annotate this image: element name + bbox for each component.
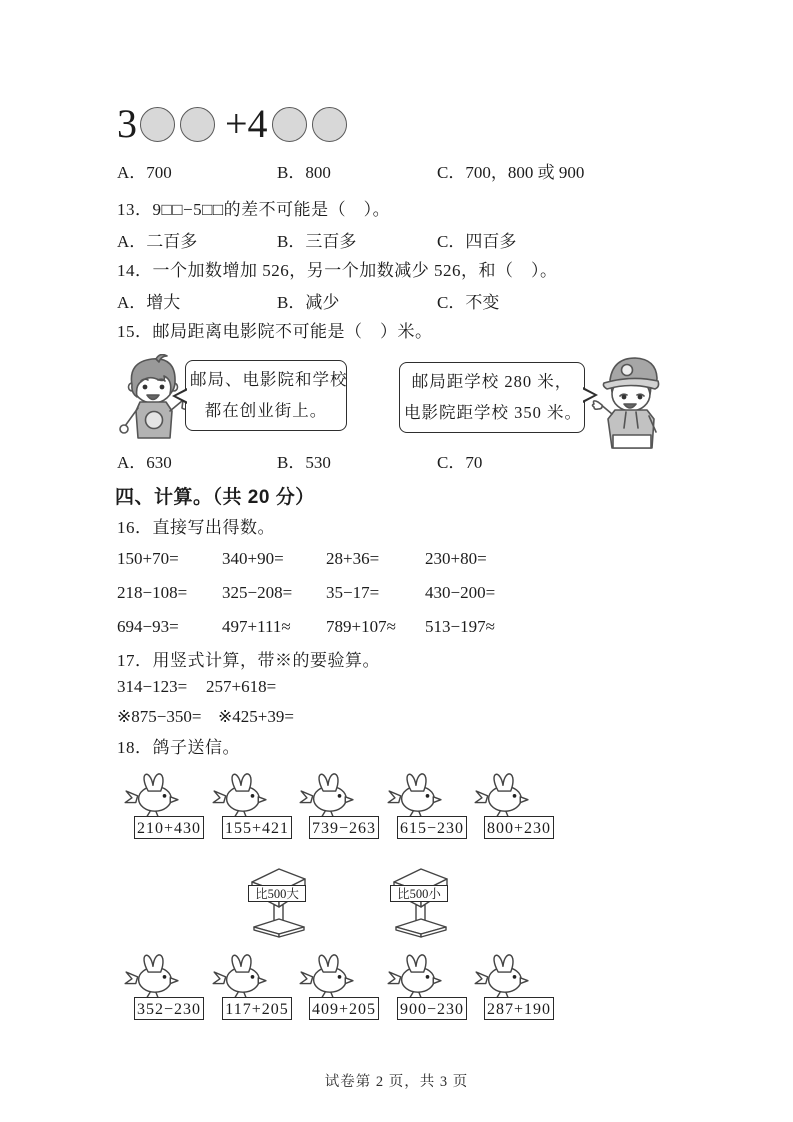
question-17-text: 17．用竖式计算，带※的要验算。: [117, 651, 380, 670]
speech-bubble-left: [185, 360, 347, 431]
option-c: C．不变: [437, 293, 500, 312]
math-card: 287+190: [484, 997, 554, 1020]
math-card: 739−263: [309, 816, 379, 839]
math-item: ※425+39=: [218, 707, 294, 726]
math-item: 218−108=: [117, 583, 188, 602]
page-footer: 试卷第 2 页，共 3 页: [324, 1074, 469, 1090]
pigeon-card-group: [134, 770, 204, 839]
option-b: B．减少: [277, 293, 340, 312]
question-18-text: 18．鸽子送信。: [117, 738, 240, 757]
blank-circle-icon: [140, 107, 175, 142]
math-card: 352−230: [134, 997, 204, 1020]
bird-icon: [297, 770, 359, 816]
speech-bubble-right: [399, 362, 585, 433]
math-card: 210+430: [134, 816, 204, 839]
option-c: C．700，800 或 900: [437, 163, 585, 182]
math-card: 800+230: [484, 816, 554, 839]
pigeon-card-group: [309, 951, 379, 1020]
blank-circle-icon: [180, 107, 215, 142]
math-item: 694−93=: [117, 617, 179, 636]
q16-row-3: [117, 617, 495, 637]
option-c: C．四百多: [437, 232, 517, 251]
question-14-text: 14．一个加数增加 526，另一个加数减少 526，和（ ）。: [117, 261, 558, 280]
q17-line-2: [117, 707, 294, 727]
option-b: B．三百多: [277, 232, 357, 251]
pigeon-card-group: [484, 951, 554, 1020]
option-a: A．700: [117, 163, 172, 182]
boy-cap-illustration: [590, 352, 672, 460]
pigeon-card-group: [484, 770, 554, 839]
question-16-text: 16．直接写出得数。: [117, 518, 275, 537]
q17-line-1: [117, 677, 276, 697]
blank-circle-icon: [272, 107, 307, 142]
math-card: 900−230: [397, 997, 467, 1020]
bubble-right-line2: 电影院距学校 350 米。: [404, 403, 582, 422]
bubble-left-line2: 都在创业街上。: [204, 401, 328, 420]
option-b: B．800: [277, 163, 331, 182]
option-c: C．70: [437, 453, 483, 472]
q16-row-1: [117, 549, 487, 569]
stand-label: 比500小: [390, 885, 448, 902]
pigeon-card-group: [134, 951, 204, 1020]
math-item: 340+90=: [222, 549, 284, 568]
math-item: 35−17=: [326, 583, 380, 602]
option-a: A．630: [117, 453, 172, 472]
bird-icon: [385, 770, 447, 816]
q12-circle-expression: [117, 100, 350, 148]
bubble-left-line1: 邮局、电影院和学校: [190, 370, 348, 389]
question-13-text: 13．9□□−5□□的差不可能是（ ）。: [117, 200, 391, 219]
math-card: 409+205: [309, 997, 379, 1020]
bird-icon: [210, 770, 272, 816]
bird-icon: [210, 951, 272, 997]
boy-illustration: [114, 354, 192, 458]
bird-icon: [297, 951, 359, 997]
math-item: 150+70=: [117, 549, 179, 568]
pigeon-card-group: [309, 770, 379, 839]
math-item: 230+80=: [425, 549, 487, 568]
question-15-text: 15．邮局距离电影院不可能是（ ）米。: [117, 322, 433, 341]
option-a: A．增大: [117, 293, 181, 312]
bubble-right-line1: 邮局距学校 280 米，: [411, 372, 573, 391]
math-item: 28+36=: [326, 549, 380, 568]
math-item: 513−197≈: [425, 617, 495, 636]
math-item: ※875−350=: [117, 707, 202, 726]
mail-stand: [388, 863, 452, 939]
q14-options: [117, 292, 499, 314]
math-item: 257+618=: [206, 677, 277, 696]
blank-circle-icon: [312, 107, 347, 142]
math-item: 325−208=: [222, 583, 293, 602]
section-4-heading: 四、计算。（共 20 分）: [115, 487, 315, 508]
math-item: 314−123=: [117, 677, 188, 696]
expression-number-right: +4: [225, 101, 268, 146]
q15-illustration: [112, 348, 692, 462]
q15-options: [117, 452, 482, 474]
math-item: 497+111≈: [222, 617, 291, 636]
bird-icon: [472, 951, 534, 997]
math-item: 430−200=: [425, 583, 496, 602]
pigeon-card-group: [222, 951, 292, 1020]
bird-icon: [122, 951, 184, 997]
pigeon-card-group: [397, 951, 467, 1020]
bird-icon: [122, 770, 184, 816]
bird-icon: [385, 951, 447, 997]
mail-stand: [246, 863, 310, 939]
option-a: A．二百多: [117, 232, 198, 251]
pigeon-card-group: [397, 770, 467, 839]
option-b: B．530: [277, 453, 331, 472]
expression-number-left: 3: [117, 101, 137, 146]
pigeon-card-group: [222, 770, 292, 839]
q13-options: [117, 231, 516, 253]
q16-row-2: [117, 583, 495, 603]
math-item: 789+107≈: [326, 617, 396, 636]
math-card: 117+205: [222, 997, 292, 1020]
stand-label: 比500大: [248, 885, 306, 902]
math-card: 155+421: [222, 816, 292, 839]
q12-options: [117, 162, 584, 184]
math-card: 615−230: [397, 816, 467, 839]
bird-icon: [472, 770, 534, 816]
